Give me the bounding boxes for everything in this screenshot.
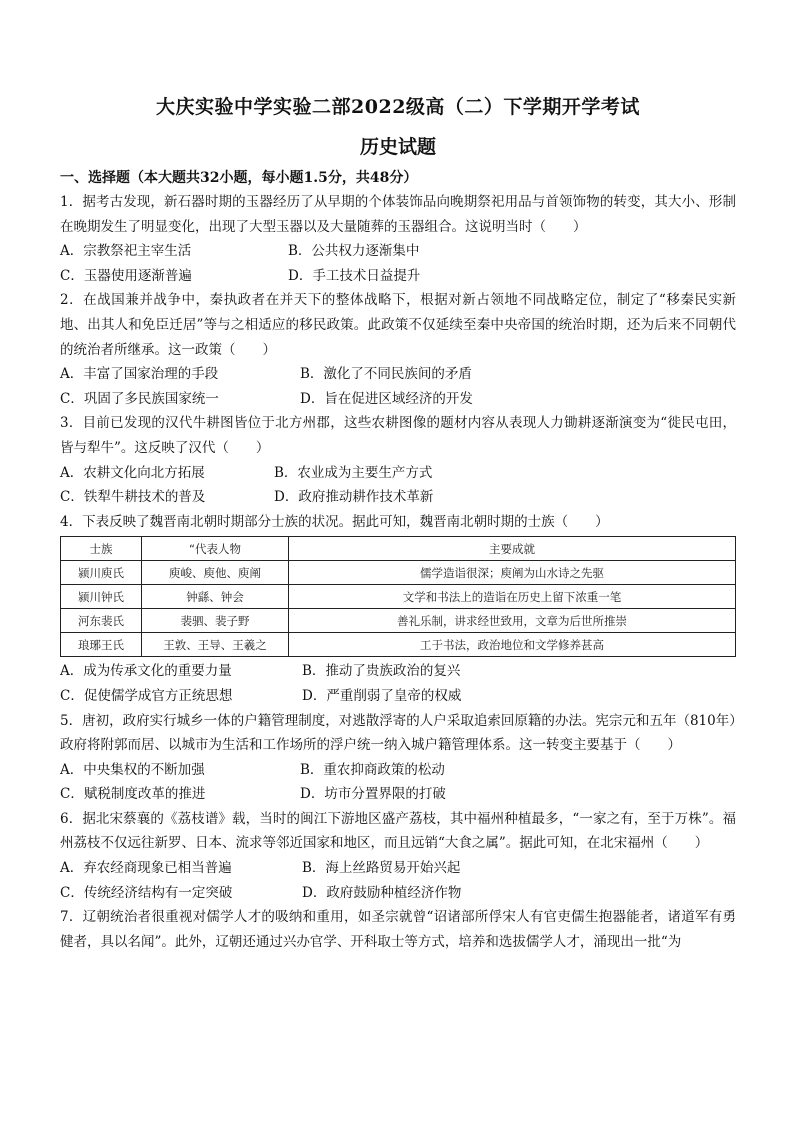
table-cell: 文学和书法上的造诣在历史上留下浓重一笔 bbox=[289, 585, 736, 609]
option-a: A．宗教祭祀主宰生活 bbox=[60, 243, 192, 260]
option-d: D．政府鼓励种植经济作物 bbox=[302, 884, 462, 901]
question-stem: 3．目前已发现的汉代牛耕图皆位于北方州郡，这些农耕图像的题材内容从表现人力锄耕逐渐演变为“徙民屯田，皆与犁牛”。这反映了汉代（ ） bbox=[60, 415, 736, 456]
option-a: A．成为传承文化的重要力量 bbox=[60, 663, 232, 680]
question-3-options bbox=[60, 461, 736, 510]
option-a: A．中央集权的不断加强 bbox=[60, 761, 205, 778]
table-cell: 裴驷、裴子野 bbox=[142, 609, 289, 633]
option-b: B．农业成为主要生产方式 bbox=[274, 464, 433, 481]
gentry-clan-table bbox=[60, 536, 736, 657]
question-1-options bbox=[60, 239, 736, 288]
exam-page bbox=[60, 92, 736, 954]
table-row bbox=[61, 633, 736, 657]
table-cell: 儒学造诣很深；庾阐为山水诗之先驱 bbox=[289, 561, 736, 585]
option-c: C．赋税制度改革的推进 bbox=[60, 786, 206, 803]
question-stem: 6．据北宋蔡襄的《荔枝谱》载，当时的闽江下游地区盛产荔枝，其中福州种植最多，“一家之有，至于万株”。福州荔枝不仅远往新罗、日本、流求等邻近国家和地区，而且远销“大食之属”。据此可知，在北宋福州（ ） bbox=[60, 810, 736, 852]
question-2 bbox=[60, 288, 736, 362]
option-a: A．农耕文化向北方拓展 bbox=[60, 464, 205, 481]
option-c: C．促使儒学成官方正统思想 bbox=[60, 687, 233, 704]
question-6 bbox=[60, 807, 736, 856]
question-stem: 7．辽朝统治者很重视对儒学人才的吸纳和重用，如圣宗就曾“诏诸部所俘宋人有官吏儒生抱器能者，诸道军有勇健者，具以名闻”。此外，辽朝还通过兴办官学、开科取士等方式，培养和选拔儒学人才，涌现出一批“为 bbox=[60, 909, 736, 950]
option-c: C．巩固了多民族国家统一 bbox=[60, 390, 219, 407]
option-b: B．公共权力逐渐集中 bbox=[288, 243, 420, 260]
table-header-row bbox=[61, 537, 736, 561]
table-cell: 钟繇、钟会 bbox=[142, 585, 289, 609]
question-7 bbox=[60, 905, 736, 954]
question-5 bbox=[60, 709, 736, 758]
question-stem: 4．下表反映了魏晋南北朝时期部分士族的状况。据此可知，魏晋南北朝时期的士族（ ） bbox=[60, 513, 609, 530]
option-c: C．传统经济结构有一定突破 bbox=[60, 884, 233, 901]
option-a: A．丰富了国家治理的手段 bbox=[60, 366, 219, 383]
table-cell: 颍川庾氏 bbox=[61, 561, 142, 585]
table-cell: 琅琊王氏 bbox=[61, 633, 142, 657]
question-2-options bbox=[60, 362, 736, 411]
question-4 bbox=[60, 510, 736, 535]
question-4-options bbox=[60, 659, 736, 708]
question-stem: 2．在战国兼并战争中，秦执政者在并天下的整体战略下，根据对新占领地不同战略定位，制定了“移秦民实新地、出其人和免臣迁居”等与之相适应的移民政策。此政策不仅延续至秦中央帝国的统治时期，还为后来不同朝代的统治者所继承。这一政策（ ） bbox=[60, 292, 736, 358]
table-row bbox=[61, 609, 736, 633]
question-5-options bbox=[60, 758, 736, 807]
question-stem: 1．据考古发现，新石器时期的玉器经历了从早期的个体装饰品向晚期祭祀用品与首领饰物的转变，其大小、形制在晚期发生了明显变化，出现了大型玉器以及大量随葬的玉器组合。这说明当时（ ） bbox=[60, 194, 736, 235]
table-cell: 河东裴氏 bbox=[61, 609, 142, 633]
table-cell: 王敦、王导、王羲之 bbox=[142, 633, 289, 657]
question-stem: 5．唐初，政府实行城乡一体的户籍管理制度，对逃散浮寄的人户采取追索回原籍的办法。宪宗元和五年（810年）政府将附郭而居、以城市为生活和工作场所的浮户统一纳入城户籍管理体系。这一转变主要基于（ ） bbox=[60, 712, 736, 754]
option-a: A．弃农经商现象已相当普遍 bbox=[60, 860, 232, 877]
column-header: “代表人物 bbox=[142, 537, 289, 561]
question-3 bbox=[60, 411, 736, 460]
table-cell: 颍川钟氏 bbox=[61, 585, 142, 609]
exam-title: 大庆实验中学实验二部2022级高（二）下学期开学考试 bbox=[156, 96, 640, 118]
option-d: D．严重削弱了皇帝的权威 bbox=[302, 687, 462, 704]
option-b: B．海上丝路贸易开始兴起 bbox=[302, 860, 461, 877]
option-d: D．手工技术日益提升 bbox=[288, 267, 421, 284]
table-cell: 工于书法，政治地位和文学修养甚高 bbox=[289, 633, 736, 657]
column-header: 主要成就 bbox=[289, 537, 736, 561]
option-b: B．推动了贵族政治的复兴 bbox=[302, 663, 461, 680]
question-6-options bbox=[60, 856, 736, 905]
option-b: B．激化了不同民族间的矛盾 bbox=[300, 366, 472, 383]
exam-subtitle: 历史试题 bbox=[359, 136, 436, 158]
table-cell: 庾峻、庾他、庾阐 bbox=[142, 561, 289, 585]
option-b: B．重农抑商政策的松动 bbox=[300, 761, 445, 778]
option-d: D．旨在促进区域经济的开发 bbox=[300, 390, 473, 407]
option-c: C．玉器使用逐渐普遍 bbox=[60, 267, 192, 284]
section-heading: 一、选择题（本大题共32小题，每小题1.5分，共48分） bbox=[60, 170, 418, 186]
question-1 bbox=[60, 190, 736, 239]
table-row bbox=[61, 585, 736, 609]
option-c: C．铁犁牛耕技术的普及 bbox=[60, 489, 206, 506]
option-d: D．政府推动耕作技术革新 bbox=[274, 489, 434, 506]
column-header: 士族 bbox=[61, 537, 142, 561]
option-d: D．坊市分置界限的打破 bbox=[300, 786, 446, 803]
table-cell: 善礼乐制，讲求经世致用，文章为后世所推崇 bbox=[289, 609, 736, 633]
table-row bbox=[61, 561, 736, 585]
